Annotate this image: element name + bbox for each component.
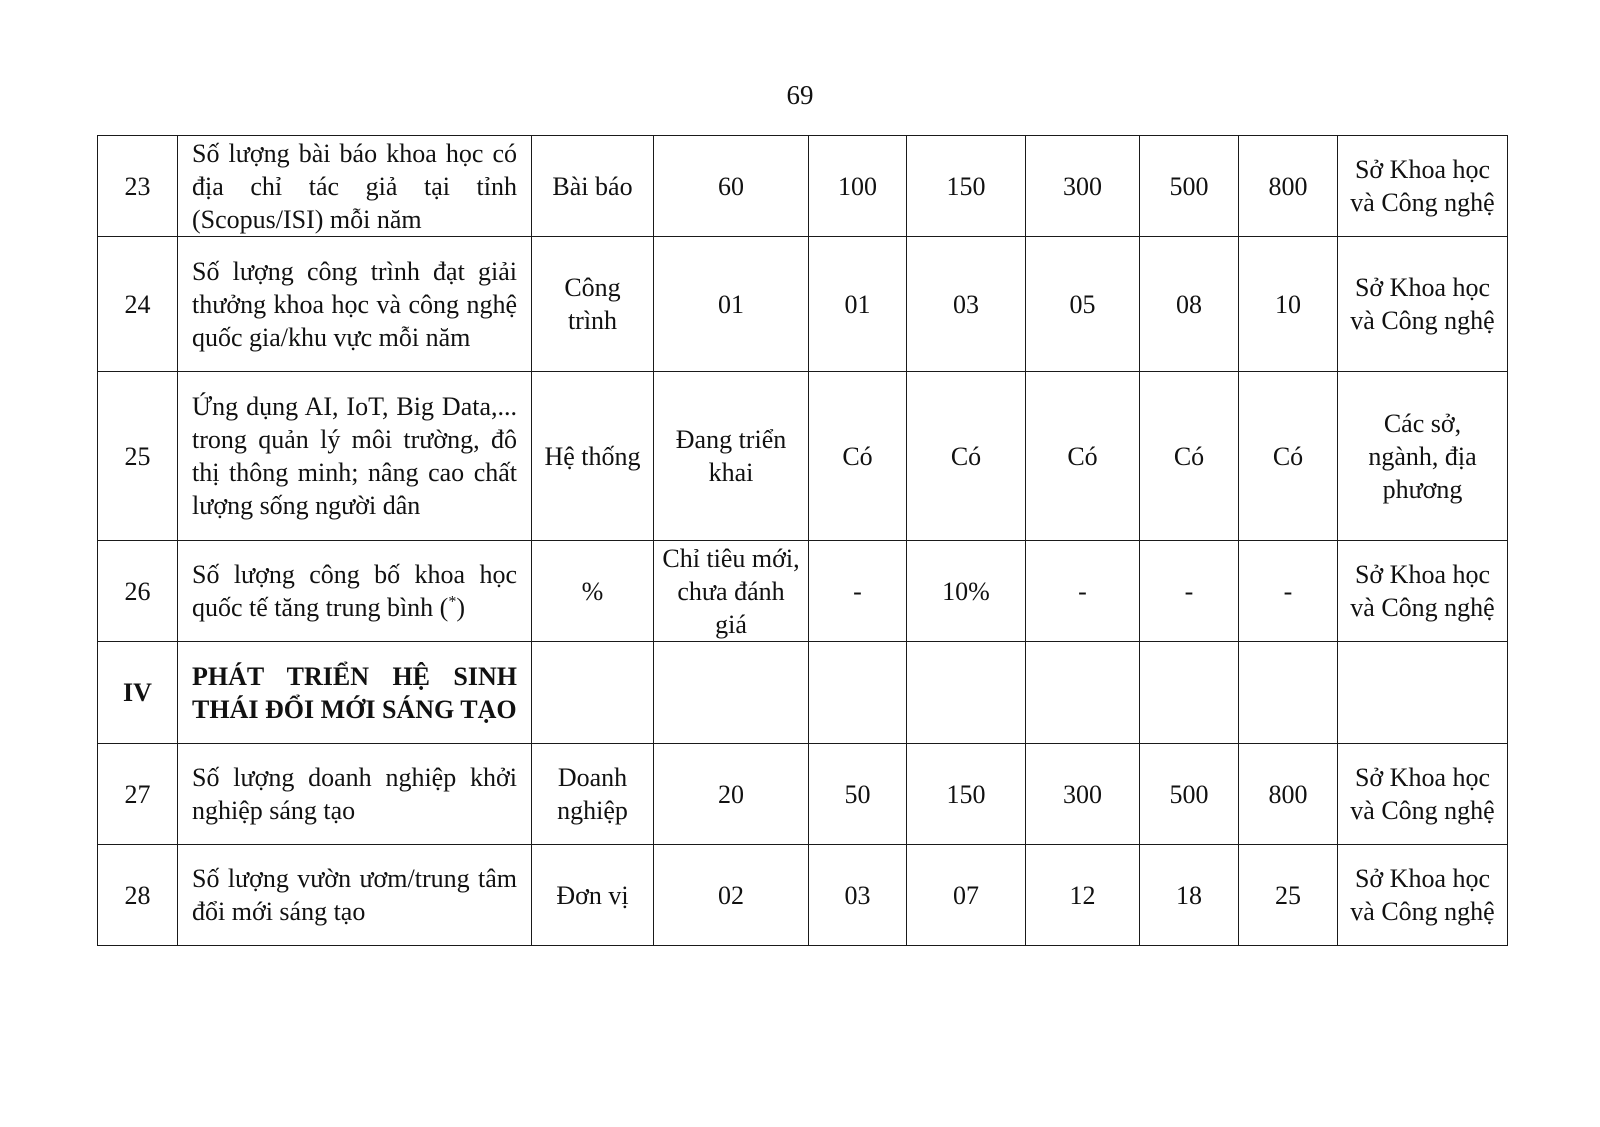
empty-cell [1239, 642, 1338, 744]
empty-cell [1338, 642, 1508, 744]
value-cell: 300 [1026, 136, 1140, 237]
unit-cell: Bài báo [532, 136, 654, 237]
indicator-text [178, 541, 532, 642]
responsible-cell: Sở Khoa học và Công nghệ [1338, 845, 1508, 946]
indicator-text-close: ) [456, 593, 466, 622]
value-cell: 01 [654, 237, 809, 372]
footnote-marker: * [448, 593, 457, 611]
row-number: 26 [98, 541, 178, 642]
value-cell: Có [809, 372, 907, 541]
indicator-text: Ứng dụng AI, IoT, Big Data,... trong quản lý môi trường, đô thị thông minh; nâng cao chất lượng sống người dân [178, 372, 532, 541]
unit-cell: Công trình [532, 237, 654, 372]
indicator-table [97, 135, 1508, 946]
value-cell: 500 [1140, 744, 1239, 845]
value-cell: 150 [907, 744, 1026, 845]
value-cell: 800 [1239, 136, 1338, 237]
indicator-text: Số lượng bài báo khoa học có địa chỉ tác giả tại tỉnh (Scopus/ISI) mỗi năm [178, 136, 532, 237]
value-cell: Đang triển khai [654, 372, 809, 541]
row-number: 23 [98, 136, 178, 237]
empty-cell [1026, 642, 1140, 744]
value-cell: 500 [1140, 136, 1239, 237]
value-cell: 50 [809, 744, 907, 845]
value-cell: - [1140, 541, 1239, 642]
responsible-cell: Các sở, ngành, địa phương [1338, 372, 1508, 541]
indicator-text: Số lượng công trình đạt giải thưởng khoa học và công nghệ quốc gia/khu vực mỗi năm [178, 237, 532, 372]
value-cell: 02 [654, 845, 809, 946]
value-cell: 07 [907, 845, 1026, 946]
value-cell: 03 [907, 237, 1026, 372]
page-number: 69 [786, 80, 814, 110]
value-cell: 10 [1239, 237, 1338, 372]
value-cell: - [1026, 541, 1140, 642]
value-cell: 20 [654, 744, 809, 845]
empty-cell [809, 642, 907, 744]
value-cell: 100 [809, 136, 907, 237]
value-cell: 12 [1026, 845, 1140, 946]
row-number: 27 [98, 744, 178, 845]
value-cell: Chỉ tiêu mới, chưa đánh giá [654, 541, 809, 642]
section-number: IV [98, 642, 178, 744]
indicator-text-main: Số lượng công bố khoa học quốc tế tăng trung bình ( [192, 560, 517, 622]
value-cell: 01 [809, 237, 907, 372]
value-cell: 05 [1026, 237, 1140, 372]
value-cell: - [809, 541, 907, 642]
row-number: 28 [98, 845, 178, 946]
value-cell: Có [907, 372, 1026, 541]
value-cell: 08 [1140, 237, 1239, 372]
row-number: 25 [98, 372, 178, 541]
responsible-cell: Sở Khoa học và Công nghệ [1338, 136, 1508, 237]
table-row [98, 541, 1508, 642]
indicator-text: Số lượng vườn ươm/trung tâm đổi mới sáng tạo [178, 845, 532, 946]
indicator-text: Số lượng doanh nghiệp khởi nghiệp sáng tạo [178, 744, 532, 845]
value-cell: 150 [907, 136, 1026, 237]
table-row [98, 136, 1508, 237]
section-title: PHÁT TRIỂN HỆ SINH THÁI ĐỔI MỚI SÁNG TẠO [178, 642, 532, 744]
table-row [98, 372, 1508, 541]
unit-cell: % [532, 541, 654, 642]
responsible-cell: Sở Khoa học và Công nghệ [1338, 237, 1508, 372]
value-cell: 800 [1239, 744, 1338, 845]
value-cell: Có [1140, 372, 1239, 541]
value-cell: 60 [654, 136, 809, 237]
table-row [98, 237, 1508, 372]
table-row [98, 744, 1508, 845]
value-cell: 03 [809, 845, 907, 946]
value-cell: 25 [1239, 845, 1338, 946]
responsible-cell: Sở Khoa học và Công nghệ [1338, 541, 1508, 642]
value-cell: 300 [1026, 744, 1140, 845]
table-row [98, 845, 1508, 946]
empty-cell [907, 642, 1026, 744]
section-row [98, 642, 1508, 744]
value-cell: 10% [907, 541, 1026, 642]
unit-cell: Doanh nghiệp [532, 744, 654, 845]
responsible-cell: Sở Khoa học và Công nghệ [1338, 744, 1508, 845]
value-cell: Có [1239, 372, 1338, 541]
unit-cell: Hệ thống [532, 372, 654, 541]
unit-cell: Đơn vị [532, 845, 654, 946]
value-cell: Có [1026, 372, 1140, 541]
row-number: 24 [98, 237, 178, 372]
empty-cell [1140, 642, 1239, 744]
empty-cell [532, 642, 654, 744]
value-cell: - [1239, 541, 1338, 642]
value-cell: 18 [1140, 845, 1239, 946]
empty-cell [654, 642, 809, 744]
